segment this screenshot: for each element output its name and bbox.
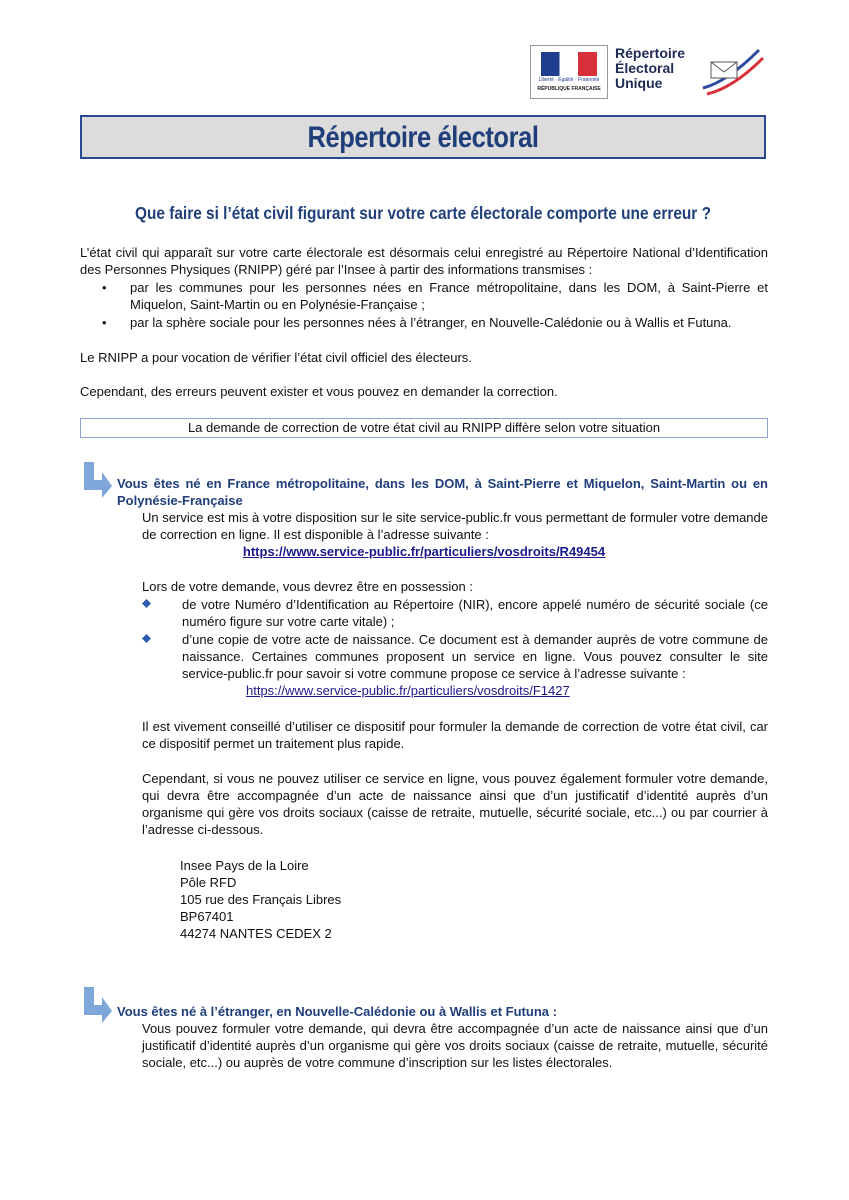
rnipp-paragraph: Le RNIPP a pour vocation de vérifier l’état civil officiel des électeurs. [80, 350, 472, 365]
intro-paragraph: L’état civil qui apparaît sur votre carte électorale est désormais celui enregistré au Répertoire National d’Identification des Personnes Physiques (RNIPP) géré par l’Insee à partir des informations transmises : [80, 245, 768, 277]
page-subtitle: Que faire si l’état civil figurant sur votre carte électorale comporte une erreur ? [135, 203, 711, 223]
rf-motto: Liberté · Égalité · Fraternité [538, 77, 600, 83]
address-line: BP67401 [180, 909, 234, 924]
section1-heading: Vous êtes né en France métropolitaine, dans les DOM, à Saint-Pierre et Miquelon, Saint-Martin ou en Polynésie-Française [117, 476, 768, 508]
section2-heading: Vous êtes né à l’étranger, en Nouvelle-Calédonie ou à Wallis et Futuna : [117, 1004, 557, 1019]
address-line: 105 rue des Français Libres [180, 892, 342, 907]
address-line: 44274 NANTES CEDEX 2 [180, 926, 332, 941]
reu-line2: Électoral [615, 60, 675, 76]
reu-logo [615, 44, 765, 100]
diamond-bullet-icon [142, 634, 151, 643]
situation-note: La demande de correction de votre état civil au RNIPP diffère selon votre situation [80, 418, 768, 438]
diamond-bullet-icon [142, 599, 151, 608]
list-item: • par les communes pour les personnes nées en France métropolitaine, dans les DOM, à Saint-Pierre et Miquelon, Saint-Martin ou en Polynésie-Française ; [102, 280, 768, 312]
title-box [80, 115, 766, 159]
section2-paragraph: Vous pouvez formuler votre demande, qui devra être accompagnée d’un acte de naissance ainsi que d’un justificatif d’identité auprès d’un organisme qui gère vos droits sociaux (caisse de retraite, mutuelle, sécurité sociale, etc...) ou auprès de votre commune d’inscription sur les listes électorales. [142, 1021, 768, 1070]
rf-republic: RÉPUBLIQUE FRANÇAISE [537, 86, 601, 92]
possession-intro: Lors de votre demande, vous devrez être en possession : [142, 579, 473, 594]
postal-address [180, 857, 341, 942]
list-item: d’une copie de votre acte de naissance. Ce document est à demander auprès de votre commune de naissance. Certaines communes proposent un service en ligne. Vous pouvez consulter le site service-public.fr pour savoir si votre commune propose ce service à l’adresse suivante : [142, 631, 768, 682]
service-paragraph: Un service est mis à votre disposition sur le site service-public.fr vous permettant de formuler votre demande de correction en ligne. Il est disponible à l’adresse suivante : [142, 510, 768, 542]
service-public-link-r49454[interactable]: https://www.service-public.fr/particuliers/vosdroits/R49454 [242, 544, 606, 559]
possession-list [142, 596, 768, 683]
list-item: • par la sphère sociale pour les personnes nées à l’étranger, en Nouvelle-Calédonie ou à Wallis et Futuna. [102, 315, 732, 330]
address-line: Pôle RFD [180, 875, 237, 890]
ballot-envelope-icon [697, 44, 765, 100]
page-title: Répertoire électoral [307, 121, 539, 154]
marianne-icon [541, 52, 597, 76]
alternative-paragraph: Cependant, si vous ne pouvez utiliser ce service en ligne, vous pouvez également formuler votre demande, qui devra être accompagnée d’un acte de naissance ainsi que d’un justificatif d’identité auprès d’un organisme qui gère vos droits sociaux (caisse de retraite, mutuelle, sécurité sociale, etc...) ou par courrier à l’adresse ci-dessous. [142, 771, 768, 837]
arrow-right-icon [82, 462, 112, 498]
address-line: Insee Pays de la Loire [180, 858, 309, 873]
reu-line1: Répertoire [615, 45, 686, 61]
advice-paragraph: Il est vivement conseillé d’utiliser ce dispositif pour formuler la demande de correction de votre état civil, car ce dispositif permet un traitement plus rapide. [142, 719, 768, 751]
republique-francaise-logo [530, 45, 608, 99]
arrow-right-icon [82, 987, 112, 1023]
bullet-icon: • [102, 315, 107, 330]
list-item: de votre Numéro d’Identification au Répertoire (NIR), encore appelé numéro de sécurité sociale (ce numéro figure sur votre carte vitale) ; [142, 596, 768, 630]
service-public-link-f1427[interactable]: https://www.service-public.fr/particuliers/vosdroits/F1427 [246, 683, 570, 698]
reu-line3: Unique [615, 75, 663, 91]
errors-paragraph: Cependant, des erreurs peuvent exister et vous pouvez en demander la correction. [80, 384, 558, 399]
bullet-icon: • [102, 280, 107, 295]
intro-bullet-list [80, 279, 768, 332]
